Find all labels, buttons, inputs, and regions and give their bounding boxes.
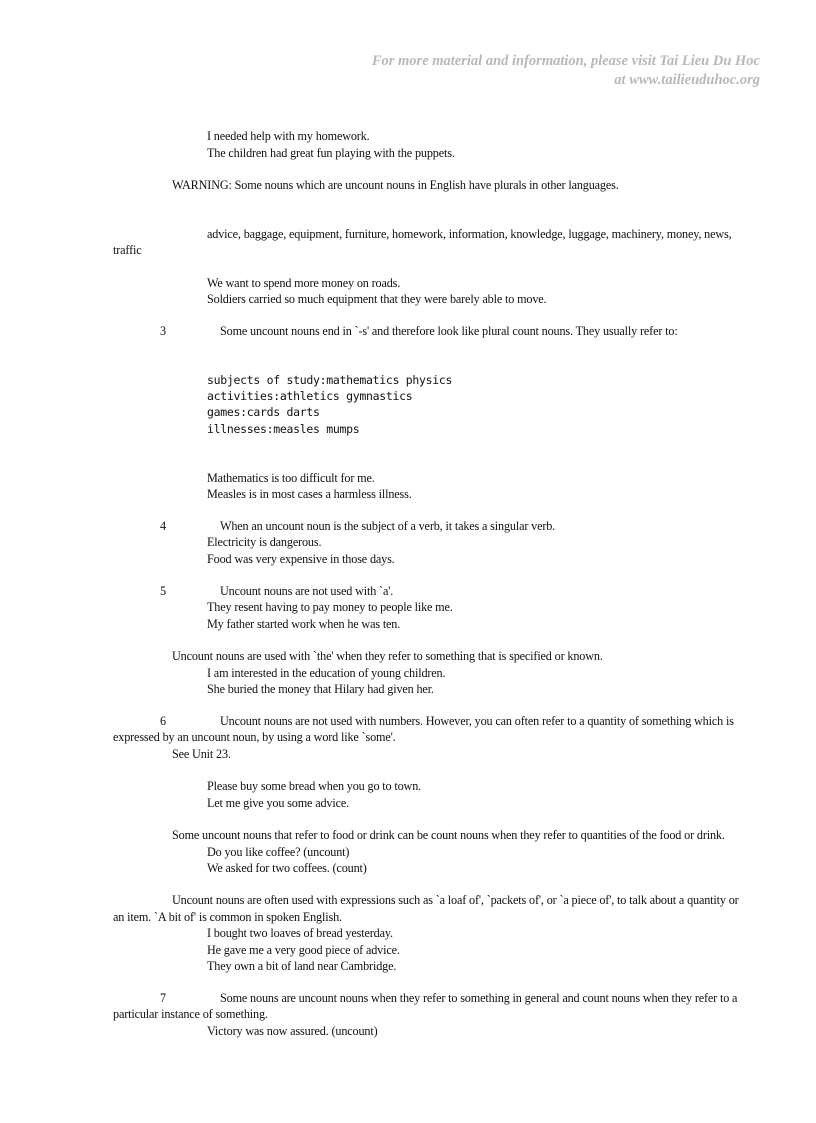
- text-line: My father started work when he was ten.: [207, 617, 401, 631]
- section-number: 7: [160, 991, 166, 1005]
- text-line: We asked for two coffees. (count): [207, 861, 367, 875]
- watermark-line-2: at www.tailieuduhoc.org: [614, 72, 760, 88]
- text-line: We want to spend more money on roads.: [207, 276, 401, 290]
- example-line: illnesses:measles mumps: [207, 422, 360, 436]
- text-line: Victory was now assured. (uncount): [207, 1024, 378, 1038]
- text-line: Let me give you some advice.: [207, 796, 350, 810]
- section-number: 5: [160, 584, 166, 598]
- text-line: She buried the money that Hilary had given her.: [207, 682, 434, 696]
- text-line: They resent having to pay money to people like me.: [207, 600, 453, 614]
- text-line: Some uncount nouns end in `-s' and therefore look like plural count nouns. They usually refer to:: [220, 324, 678, 338]
- text-line: They own a bit of land near Cambridge.: [207, 959, 397, 973]
- example-line: games:cards darts: [207, 405, 320, 419]
- text-line: Measles is in most cases a harmless illness.: [207, 487, 412, 501]
- text-line: traffic: [113, 243, 142, 257]
- text-line: Please buy some bread when you go to town.: [207, 779, 422, 793]
- text-line: The children had great fun playing with the puppets.: [207, 146, 455, 160]
- watermark: [372, 52, 760, 90]
- section-number: 3: [160, 324, 166, 338]
- text-line: I am interested in the education of young children.: [207, 666, 446, 680]
- warning-line: WARNING: Some nouns which are uncount nouns in English have plurals in other languages.: [172, 178, 619, 192]
- text-line: When an uncount noun is the subject of a verb, it takes a singular verb.: [220, 519, 556, 533]
- watermark-line-1: For more material and information, please visit Tai Lieu Du Hoc: [371, 53, 760, 69]
- text-line: particular instance of something.: [113, 1007, 268, 1021]
- text-line: He gave me a very good piece of advice.: [207, 943, 400, 957]
- text-line: Some uncount nouns that refer to food or drink can be count nouns when they refer to quantities of the food or drink.: [172, 828, 725, 842]
- section-number: 6: [160, 714, 166, 728]
- text-line: Uncount nouns are not used with numbers. However, you can often refer to a quantity of something which is: [220, 714, 734, 728]
- text-line: I needed help with my homework.: [207, 129, 370, 143]
- text-line: Uncount nouns are often used with expressions such as `a loaf of', `packets of', or `a piece of', to talk about a quantity or: [172, 893, 739, 907]
- text-line: Food was very expensive in those days.: [207, 552, 395, 566]
- text-line: Uncount nouns are not used with `a'.: [220, 584, 394, 598]
- text-line: Electricity is dangerous.: [207, 535, 322, 549]
- section-number: 4: [160, 519, 166, 533]
- text-line: Uncount nouns are used with `the' when they refer to something that is specified or known.: [172, 649, 603, 663]
- text-line: Some nouns are uncount nouns when they refer to something in general and count nouns when they refer to a: [220, 991, 738, 1005]
- text-line: See Unit 23.: [172, 747, 231, 761]
- text-line: advice, baggage, equipment, furniture, homework, information, knowledge, luggage, machinery, money, news,: [207, 227, 732, 241]
- text-line: an item. `A bit of' is common in spoken English.: [113, 910, 342, 924]
- example-line: activities:athletics gymnastics: [207, 389, 413, 403]
- text-line: expressed by an uncount noun, by using a word like `some'.: [113, 730, 396, 744]
- example-line: subjects of study:mathematics physics: [207, 373, 453, 387]
- text-line: Mathematics is too difficult for me.: [207, 471, 375, 485]
- text-line: I bought two loaves of bread yesterday.: [207, 926, 393, 940]
- text-line: Do you like coffee? (uncount): [207, 845, 350, 859]
- text-line: Soldiers carried so much equipment that they were barely able to move.: [207, 292, 547, 306]
